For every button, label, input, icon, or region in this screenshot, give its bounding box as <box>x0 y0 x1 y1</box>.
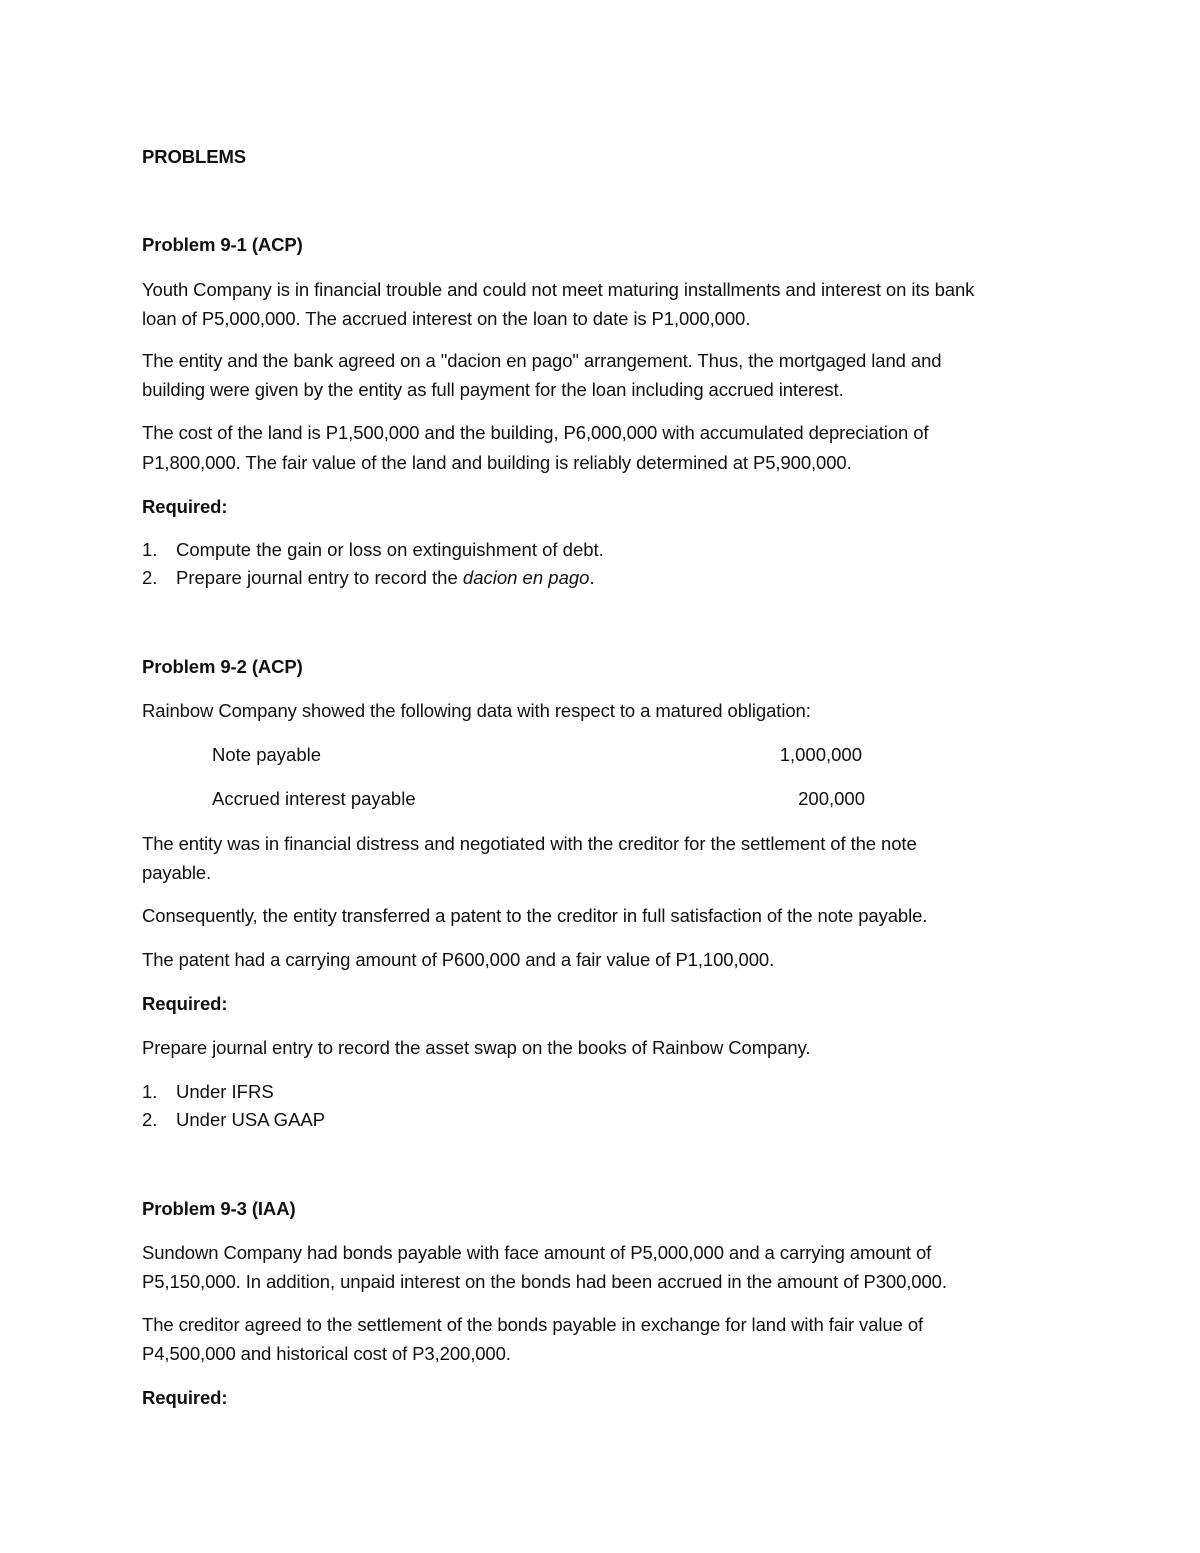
list-item-number: 1. <box>142 1081 158 1102</box>
problem-9-2-intro: Rainbow Company showed the following data with respect to a matured obligation: <box>142 700 811 721</box>
list-item-number: 2. <box>142 567 158 588</box>
list-item-text: Compute the gain or loss on extinguishment of debt. <box>176 539 604 560</box>
problem-9-1-paragraph-2-line-2: building were given by the entity as full payment for the loan including accrued interest. <box>142 379 844 400</box>
problem-9-2-paragraph-1-line-1: The entity was in financial distress and negotiated with the creditor for the settlement of the note <box>142 833 917 854</box>
problem-9-3-title: Problem 9-3 (IAA) <box>142 1198 296 1219</box>
problem-9-2-instruction: Prepare journal entry to record the asset swap on the books of Rainbow Company. <box>142 1037 811 1058</box>
problem-9-3-required-label: Required: <box>142 1387 228 1408</box>
list-item-number: 1. <box>142 539 158 560</box>
list-item-text-group <box>176 566 595 590</box>
list-item-text: Under USA GAAP <box>176 1109 326 1130</box>
problem-9-2-paragraph-3: The patent had a carrying amount of P600,000 and a fair value of P1,100,000. <box>142 949 775 970</box>
problem-9-2-required-label: Required: <box>142 993 228 1014</box>
problem-9-1-paragraph-3-line-2: P1,800,000. The fair value of the land and building is reliably determined at P5,900,000. <box>142 452 852 473</box>
list-item-number: 2. <box>142 1109 158 1130</box>
problem-9-1-paragraph-1-line-2: loan of P5,000,000. The accrued interest on the loan to date is P1,000,000. <box>142 308 751 329</box>
problem-9-2-paragraph-2: Consequently, the entity transferred a patent to the creditor in full satisfaction of the note payable. <box>142 905 928 926</box>
problem-9-1-paragraph-3-line-1: The cost of the land is P1,500,000 and the building, P6,000,000 with accumulated depreciation of <box>142 422 929 443</box>
problem-9-3-paragraph-1-line-2: P5,150,000. In addition, unpaid interest on the bonds had been accrued in the amount of P300,000. <box>142 1271 947 1292</box>
table-row-amount: 200,000 <box>798 788 865 809</box>
problem-9-1-paragraph-1-line-1: Youth Company is in financial trouble and could not meet maturing installments and interest on its bank <box>142 279 975 300</box>
table-row-amount: 1,000,000 <box>779 744 862 765</box>
table-row-label: Note payable <box>212 744 322 765</box>
italic-term: dacion en pago <box>462 567 590 588</box>
problem-9-1-required-label: Required: <box>142 496 228 517</box>
list-item-text: Under IFRS <box>176 1081 274 1102</box>
problem-9-2-title: Problem 9-2 (ACP) <box>142 656 303 677</box>
problem-9-1-title: Problem 9-1 (ACP) <box>142 234 303 255</box>
problem-9-3-paragraph-1-line-1: Sundown Company had bonds payable with face amount of P5,000,000 and a carrying amount of <box>142 1242 932 1263</box>
problem-9-3-paragraph-2-line-2: P4,500,000 and historical cost of P3,200,000. <box>142 1343 511 1364</box>
problem-9-1-paragraph-2-line-1: The entity and the bank agreed on a "dacion en pago" arrangement. Thus, the mortgaged land and <box>142 350 942 371</box>
section-heading: PROBLEMS <box>142 146 247 167</box>
list-item-text: Prepare journal entry to record the <box>176 567 463 588</box>
table-row-label: Accrued interest payable <box>212 788 416 809</box>
list-item-end: . <box>589 567 595 588</box>
problem-9-2-paragraph-1-line-2: payable. <box>142 862 212 883</box>
problem-9-3-paragraph-2-line-1: The creditor agreed to the settlement of the bonds payable in exchange for land with fair value of <box>142 1314 924 1335</box>
